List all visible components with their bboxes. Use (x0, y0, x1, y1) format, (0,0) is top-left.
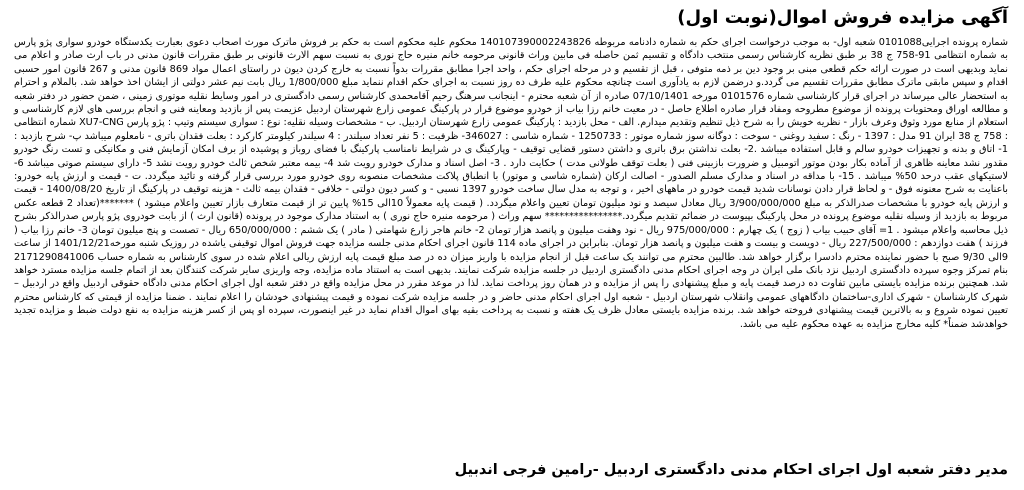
notice-body: شماره پرونده اجرایی0101088 شعبه اول- به موجب درخواست اجرای حکم به شماره دادنامه مربوطه 140107390002243826 محکوم علیه محکوم است به حکم بر فروش ماترک مورث اصحاب دعوی بعبارت یکدستگاه خودرو سواری پژو پارس به شماره انتظامی 91-758 ج 38 بر طبق نظریه کارشناس رسمی منتخب دادگاه و تقسیم ثمن حاصله فی مابین وراث قانونی مرحومه خانم منیره حاج نوری به نسبت سهم الارث قانونی بر طبق مقررات قانون مدنی در باب ارث صادر و اعلام می نماید وبدیهی است در صورت ارائه حکم قطعی مبنی بر وجود دین بر ذمه متوفی ، قبل از تقسیم و در مرحله اجرای حکم ، واحد اجرا مطابق مقررات بدواً نسبت به خارج کردن دیون در راستای اعمال مواد 869 قانون مدنی و 267 قانون امور حسبی اقدام و سپس مابقی ماترک مطابق مقررات تقسیم می گردد.و درضمن لازم به یادآوری است چنانچه محکوم علیه طرف ده روز نسبت به اجرای حکم اقدام ننماید مبلغ 1/800/000 ریال بابت نیم عشر دولتی از ایشان اخذ خواهد شد. بالملام و احترام به استحضار عالی میرساند در اجرای قرار کارشناسی شماره 0101576 مورخه 07/10/1401 صادره از آن شعبه محترم - اینجانب سرهنگ رحیم آقامحمدی کارشناس رسمی دادگستری در امور وسایط نقلیه موتوری زمینی ، ضمن حضور در دفتر شعبه و مطالعه اوراق ومحتویات پرونده از موضوع مطروحه ومفاد قرار صادره اطلاع حاصل - در معیت خانم رزا بیاب از خودرو موضوع قرار در پارکینگ عمومی زارع شهرستان اردبیل عزیمت پس از بازدید ومعاینه فنی و انجام بررسی های لازم کارشناسی و استعلام از منابع مورد وثوق وعرف بازار - نظریه خویش را به شرح ذیل تنظیم وتقدیم میدارم. الف - محل بازدید : پارکینگ عمومی زارع شهرستان اردبیل. ب - مشخصات وسیله نقلیه: نوع : سواری سیستم وتیپ : پژو پارس XU7-CNG شماره انتظامی : 758 ج 38 ایران 91 مدل : 1397 - رنگ : سفید روغنی - سوخت : دوگانه سوز شماره موتور : 1250733 - شماره شاسی : 346027- ظرفیت : 5 نفر تعداد سیلندر : 4 سیلندر کیلومتر کارکرد : بعلت فقدان باتری - نامعلوم میباشد پ- شرح بازدید : 1- اتاق و بدنه و تجهیزات خودرو سالم و قابل استفاده میباشد .2- بعلت نداشتن برق باتری و داشتن دستور قضایی توقیف - وپارکینگ ی در شرایط نامناسب پارکینگ با فضای روباز و پوشیده از برف امکان آزمایش فنی و مکانیکی و تست رنگ خودرو مقدور نشد معاینه ظاهری از آماده بکار بودن موتور اتومبیل و ضرورت بازبینی فنی ( بعلت توقف طولانی مدت ) حکایت دارد . 3- اصل اسناد و مدارک خودرو رویت شد 4- بیمه معتبر شخص ثالث خودرو رویت نشد 5- دارای سیستم صوتی میباشد 6- لاستیکهای عقب درحد 50% میباشد . 15- با مداقه در اسناد و مدارک مسلم الصدور - اصالت ارکان (شماره شاسی و موتور) با انطباق پلاکت مشخصات منصوبه روی خودرو مورد بررسی قرار گرفته و تائید میگردد. ت - قیمت و ارزش پایه خودرو: باعنایت به شرح معنونه فوق - و لحاظ قرار دادن نوسانات شدید قیمت خودرو در ماههای اخیر ، و توجه به مدل سال ساخت خودرو 1397 نسبی - و کسر دیون دولتی - خلافی - فقدان بیمه ثالث - هزینه توقیف در پارکینگ از تاریخ 1400/08/20 - قیمت و ارزش پایه خودرو با مشخصات صدرالذکر به مبلغ 3/900/000/000 ریال معادل سیصد و نود میلیون تومان تعیین واعلام میگردد. ( قیمت پایه معمولاً 10الی 15% پایین تر از قیمت متعارف بازار تعیین واعلام میشود ) *******(تعداد 2 قطعه عکس مربوط به بازدید از وسیله نقلیه موضوع پرونده در محل پارکینگ بپیوست در ضمائم تقدیم میگردد.**************** سهم وراث ( مرحومه منیره حاج نوری ) به استناد مدارک موجود در پرونده (قانون ارث ) از بابت خودروی پژو پارس صدرالذکر بشرح ذیل محاسبه واعلام میشود . 1= آقای حبیب بیاب ( زوج ) یک چهارم : 975/000/000 ریال - نود وهفت میلیون و پانصد هزار تومان 2- خانم هاجر زارع شهامتی ( مادر ) یک ششم : 650/000/000 ریال - تصست و پنج میلیون تومان 3- خانم رزا بیاب ( فرزند ) هفت دوازدهم : 227/500/000 ریال - دویست و بیست و هفت میلیون و پانصد هزار تومان. بنابراین در اجرای ماده 114 قانون اجرای احکام مدنی جلسه مزایده جهت فروش اموال توقیفی یاشده در روزیک شنبه مورخه1401/12/21 از ساعت 9الی 9/30 صبح با حضور نماینده محترم دادسرا برگزار خواهد شد. طالبین محترم می توانند یک ساعت قبل از انجام مزایده با واریز میزان ده در صد مبلغ قیمت پایه ارزش ریالی اعلام شده در سوی کارشناس به شماره حساب 2171290841006 بنام تمرکز وجوه سپرده دادگستری اردبیل نزد بانک ملی ایران در وجه اجرای احکام مدنی دادگستری اردبیل در جلسه مزایده شرکت نمایند. بدیهی است به استناد ماده مزایده، وجه واریزی سایر شرکت کنندگان بعد از اتمام جلسه مزایده مسترد خواهد شد. همچنین برنده مزایده بایستی مابین تفاوت ده درصد قیمت پایه و مبلغ پیشنهادی را پس از مزایده و در همان روز پرداخت نماید. لذا در موعد مقرر در محل مزایده واقع در دفتر شعبه اول اجرای احکام مدنی دادگاه حقوقی اردبیل واقع در اردبیل – شهرک کارشناسان - شهرک اداری-ساختمان دادگاههای عمومی وانقلاب شهرستان اردبیل - شعبه اول اجرای احکام مدنی حاضر و در جلسه مزایده شرکت نموده و قیمت پیشنهادی خودشان را اعلام نمایند . ضمنا مزایده از قیمتی که کارشناس محترم تعیین نموده شروع و به بالاترین قیمت پیشنهادی فروخته خواهد شد. برنده مزایده بایستی معادل ظرف یک هفته و نسبت به پرداخت بقیه بهای اموال اقدام نماید در غیر اینصورت، سپرده او پس از کسر هزینه مزایده به نفع دولت ضبط و مزایده تجدید خواهدشد ضمناً* کلیه مخارج مزایده به عهده محکوم علیه می باشد. (14, 37, 1009, 330)
notice-title: آگهی مزایده فروش اموال(نوبت اول) (677, 7, 1008, 28)
notice-signature: مدیر دفتر شعبه اول اجرای احکام مدنی دادگستری اردبیل -رامین فرجی اندبیل (454, 462, 1008, 478)
